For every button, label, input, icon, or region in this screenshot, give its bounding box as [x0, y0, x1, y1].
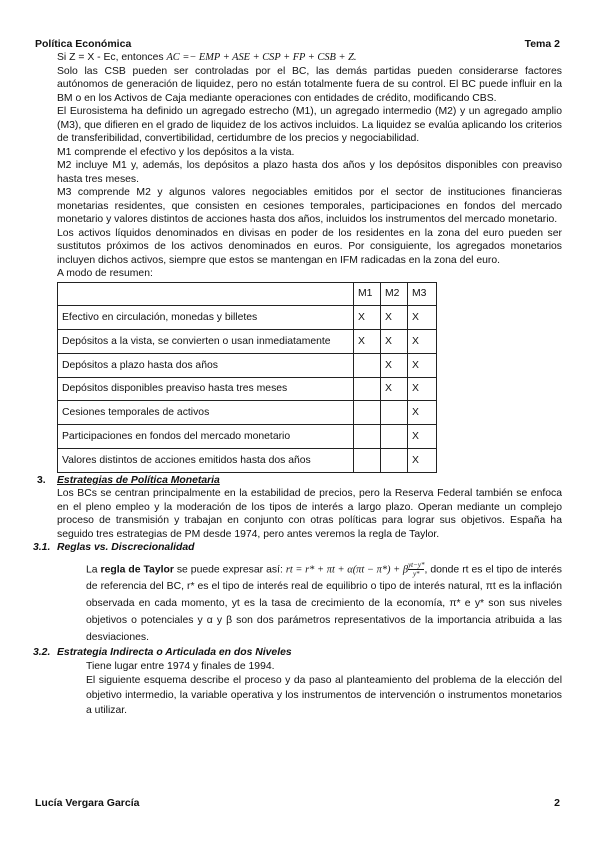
page-footer: [35, 797, 560, 811]
m1-cell: [354, 353, 381, 377]
row-label: Depósitos a la vista, se convierten o usan inmediatamente: [58, 330, 354, 354]
m1-cell: X: [354, 306, 381, 330]
footer-author: Lucía Vergara García: [35, 797, 140, 809]
paragraph: M1 comprende el efectivo y los depósitos a la vista.: [57, 146, 295, 158]
section-3: [37, 474, 562, 542]
page-header: [35, 38, 560, 52]
row-label: Valores distintos de acciones emitidos hasta dos años: [58, 449, 354, 473]
m1-cell: [354, 377, 381, 401]
section-number: 3.: [37, 474, 46, 486]
m3-cell: X: [408, 401, 437, 425]
m1-cell: X: [354, 330, 381, 354]
paragraph: Los activos líquidos denominados en divisas en poder de los residentes en la zona del euro pueden ser sustitutos próximos de los activos denominados en euros. Por consiguiente, los agregados monetarios incluyen dichos activos, siempre que estos se mantengan en IFM radicadas en la zona del euro.: [57, 227, 562, 266]
row-label: Depósitos disponibles preaviso hasta tres meses: [58, 377, 354, 401]
intro-line: Si Z = X - Ec, entonces AC =− EMP + ASE + CSP + FP + CSB + Z.: [57, 52, 357, 63]
table-header-row: [58, 282, 437, 306]
m2-cell: X: [381, 306, 408, 330]
m2-cell: X: [381, 377, 408, 401]
paragraph: A modo de resumen:: [57, 268, 153, 279]
subsection-3-2: [33, 646, 562, 718]
table-row: [58, 449, 437, 473]
m3-cell: X: [408, 306, 437, 330]
table-header-cell: [58, 282, 354, 306]
subsection-title: Reglas vs. Discrecionalidad: [57, 542, 195, 554]
m3-cell: X: [408, 353, 437, 377]
ac-formula: AC =− EMP + ASE + CSP + FP + CSB + Z.: [166, 52, 357, 63]
subsection-number: 3.2.: [33, 647, 51, 659]
page-number: 2: [554, 797, 560, 809]
m3-cell: X: [408, 330, 437, 354]
table-row: [58, 425, 437, 449]
monetary-aggregates-table: [57, 282, 437, 473]
table-row: [58, 401, 437, 425]
section-title: Estrategias de Política Monetaria: [57, 474, 220, 486]
m1-cell: [354, 449, 381, 473]
page-content: [33, 51, 562, 718]
m3-cell: X: [408, 425, 437, 449]
taylor-paragraph: La regla de Taylor se puede expresar así: rt = r* + πt + α(πt − π*) + β $\frac{yt-y*}{y*}$ , donde rt es el tipo de interés de referencia del BC, r* es el tipo de interés real de equilibrio o tipo de interés natural, πt es la inflación observada en cada momento, yt es la tasa de crecimiento de la economía, π* e y* son sus niveles objetivos o potenciales y α y β son dos parámetros representativos de la importancia atribuida a las desviaciones.: [86, 560, 562, 644]
paragraph: El Eurosistema ha definido un agregado estrecho (M1), un agregado intermedio (M2) y un agregado amplio (M3), que difieren en el grado de liquidez de los activos incluidos. La liquidez se evalúa aplicando los criterios de transferibilidad, convertibilidad, certidumbre de los precios y negociabilidad.: [57, 106, 562, 144]
paragraph: El siguiente esquema describe el proceso y da paso al planteamiento del problema de la elección del objetivo intermedio, la variable operativa y los instrumentos de intervención o instrumentos monetarios a utilizar.: [86, 675, 562, 717]
m1-cell: [354, 425, 381, 449]
table-row: [58, 377, 437, 401]
m1-cell: [354, 401, 381, 425]
m2-cell: [381, 401, 408, 425]
subsection-title: Estrategia Indirecta o Articulada en dos Niveles: [57, 647, 292, 659]
output-gap-fraction: $\frac{yt-y*}{y*}$: [408, 560, 425, 578]
taylor-rule-term: regla de Taylor: [100, 564, 174, 576]
row-label: Efectivo en circulación, monedas y billetes: [58, 306, 354, 330]
table-header-cell: M1: [354, 282, 381, 306]
paragraph: M2 incluye M1 y, además, los depósitos a plazo hasta dos años y los depósitos disponibles con preaviso hasta tres meses.: [57, 160, 562, 185]
subsection-number: 3.1.: [33, 542, 51, 554]
table-header-cell: M3: [408, 282, 437, 306]
taylor-formula: rt = r* + πt + α(πt − π*) + β: [285, 564, 409, 576]
paragraph: Tiene lugar entre 1974 y finales de 1994.: [86, 660, 275, 672]
row-label: Depósitos a plazo hasta dos años: [58, 353, 354, 377]
paragraph: M3 comprende M2 y algunos valores negociables emitidos por el sector de instituciones financieras monetarias residentes, que consisten en cesiones temporales, participaciones en fondos del mercado monetario y valores distintos de acciones hasta dos años, incluidos los instrumentos del mercado monetario.: [57, 187, 562, 225]
table-row: [58, 353, 437, 377]
paragraph: Solo las CSB pueden ser controladas por el BC, las demás partidas pueden considerarse factores autónomos de generación de liquidez, pero no están totalmente fuera de su control. El BC puede influir en la BM o en los Activos de Caja mediante operaciones con entidades de crédito, modificando CBS.: [57, 65, 562, 104]
table-header-cell: M2: [381, 282, 408, 306]
header-topic: Tema 2: [524, 38, 560, 50]
row-label: Cesiones temporales de activos: [58, 401, 354, 425]
m2-cell: X: [381, 353, 408, 377]
m2-cell: X: [381, 330, 408, 354]
header-title: Política Económica: [35, 38, 132, 50]
subsection-3-1: [33, 541, 562, 646]
m2-cell: [381, 425, 408, 449]
section-body: Los BCs se centran principalmente en la estabilidad de precios, pero la Reserva Federal también se enfoca en el pleno empleo y la moderación de los tipos de interés a largo plazo. Operan mediante un complejo proceso de transmisión y trabajan en conjunto con otras políticas para lograr sus objetivos. España ha seguido tres estrategias de PM desde 1974, pero antes veremos la regla de Taylor.: [57, 488, 562, 540]
m3-cell: X: [408, 449, 437, 473]
m2-cell: [381, 449, 408, 473]
table-row: [58, 330, 437, 354]
row-label: Participaciones en fondos del mercado monetario: [58, 425, 354, 449]
m3-cell: X: [408, 377, 437, 401]
table-row: [58, 306, 437, 330]
